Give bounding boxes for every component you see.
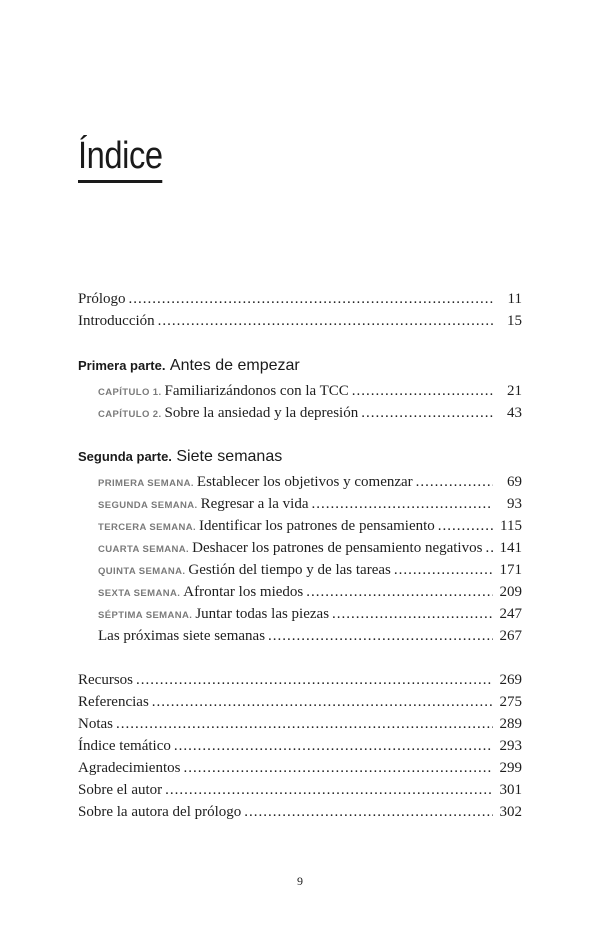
page-title: Índice — [78, 134, 163, 183]
dot-leader — [165, 779, 493, 801]
dot-leader — [129, 288, 493, 310]
toc-entry-cuarta-semana[interactable] — [78, 537, 522, 559]
entry-label: Referencias — [78, 694, 149, 710]
entry-page-number: 141 — [499, 540, 522, 556]
entry-label: Las próximas siete semanas — [98, 628, 266, 644]
dot-leader — [485, 537, 493, 559]
part-label: Primera parte. — [78, 358, 166, 373]
entry-label: Familiarizándonos con la TCC — [164, 383, 349, 399]
entry-page-number: 21 — [507, 383, 522, 399]
entry-label: Introducción — [78, 313, 155, 329]
entry-page-number: 289 — [499, 716, 522, 732]
dot-leader — [352, 380, 493, 402]
entry-page-number: 115 — [500, 518, 522, 534]
entry-page-number: 43 — [507, 405, 522, 421]
entry-page-number: 247 — [499, 606, 522, 622]
table-of-contents — [78, 288, 522, 823]
toc-entry-sexta-semana[interactable] — [78, 581, 522, 603]
part-label: Segunda parte. — [78, 449, 172, 464]
entry-label: Identificar los patrones de pensamiento — [199, 518, 435, 534]
entry-prefix: CUARTA SEMANA. — [98, 544, 190, 555]
entry-label: Sobre el autor — [78, 782, 163, 798]
entry-label: Prólogo — [78, 291, 126, 307]
entry-prefix: CAPÍTULO 2. — [98, 409, 162, 420]
dot-leader — [152, 691, 493, 713]
dot-leader — [311, 493, 493, 515]
entry-label: Sobre la ansiedad y la depresión — [164, 405, 359, 421]
entry-page-number: 301 — [499, 782, 522, 798]
entry-prefix: CAPÍTULO 1. — [98, 387, 162, 398]
dot-leader — [416, 471, 493, 493]
part-heading-segunda — [78, 445, 522, 469]
page-number: 9 — [297, 874, 303, 888]
entry-page-number: 275 — [499, 694, 522, 710]
dot-leader — [361, 402, 493, 424]
entry-prefix: TERCERA SEMANA. — [98, 522, 197, 533]
dot-leader — [174, 735, 493, 757]
entry-page-number: 299 — [499, 760, 522, 776]
toc-entry-prologo[interactable] — [78, 288, 522, 310]
dot-leader — [116, 713, 493, 735]
toc-entry-tercera-semana[interactable] — [78, 515, 522, 537]
entry-prefix: PRIMERA SEMANA. — [98, 478, 194, 489]
dot-leader — [394, 559, 493, 581]
toc-entry-indice-tematico[interactable] — [78, 735, 522, 757]
toc-entry-capitulo-2[interactable] — [78, 402, 522, 424]
part-heading-primera — [78, 354, 522, 378]
entry-label: Índice temático — [78, 738, 171, 754]
entry-page-number: 269 — [499, 672, 522, 688]
dot-leader — [306, 581, 493, 603]
toc-entry-segunda-semana[interactable] — [78, 493, 522, 515]
toc-entry-capitulo-1[interactable] — [78, 380, 522, 402]
toc-entry-septima-semana[interactable] — [78, 603, 522, 625]
part-title: Antes de empezar — [169, 357, 300, 374]
entry-prefix: SEGUNDA SEMANA. — [98, 500, 198, 511]
dot-leader — [136, 669, 493, 691]
entry-label: Juntar todas las piezas — [195, 606, 330, 622]
dot-leader — [244, 801, 493, 823]
toc-entry-quinta-semana[interactable] — [78, 559, 522, 581]
entry-label: Recursos — [78, 672, 133, 688]
entry-page-number: 11 — [507, 291, 522, 307]
dot-leader — [158, 310, 493, 332]
dot-leader — [183, 757, 493, 779]
toc-entry-recursos[interactable] — [78, 669, 522, 691]
entry-label: Deshacer los patrones de pensamiento negativos — [192, 540, 483, 556]
entry-label: Afrontar los miedos — [183, 584, 304, 600]
toc-entry-introduccion[interactable] — [78, 310, 522, 332]
entry-label: Sobre la autora del prólogo — [78, 804, 242, 820]
entry-page-number: 69 — [507, 474, 522, 490]
entry-label: Gestión del tiempo y de las tareas — [188, 562, 391, 578]
part-title: Siete semanas — [176, 448, 283, 465]
entry-page-number: 267 — [499, 628, 522, 644]
entry-page-number: 171 — [499, 562, 522, 578]
toc-entry-sobre-el-autor[interactable] — [78, 779, 522, 801]
dot-leader — [438, 515, 493, 537]
entry-prefix: SÉPTIMA SEMANA. — [98, 610, 193, 621]
entry-page-number: 302 — [499, 804, 522, 820]
entry-page-number: 209 — [499, 584, 522, 600]
entry-page-number: 293 — [499, 738, 522, 754]
dot-leader — [268, 625, 493, 647]
toc-entry-sobre-la-autora-del-prologo[interactable] — [78, 801, 522, 823]
entry-page-number: 15 — [507, 313, 522, 329]
entry-label: Notas — [78, 716, 113, 732]
toc-entry-primera-semana[interactable] — [78, 471, 522, 493]
entry-label: Establecer los objetivos y comenzar — [196, 474, 413, 490]
entry-page-number: 93 — [507, 496, 522, 512]
dot-leader — [332, 603, 493, 625]
entry-prefix: SEXTA SEMANA. — [98, 588, 181, 599]
toc-entry-referencias[interactable] — [78, 691, 522, 713]
toc-entry-notas[interactable] — [78, 713, 522, 735]
toc-entry-proximas-siete-semanas[interactable] — [78, 625, 522, 647]
entry-label: Regresar a la vida — [200, 496, 309, 512]
toc-entry-agradecimientos[interactable] — [78, 757, 522, 779]
entry-prefix: QUINTA SEMANA. — [98, 566, 186, 577]
entry-label: Agradecimientos — [78, 760, 181, 776]
